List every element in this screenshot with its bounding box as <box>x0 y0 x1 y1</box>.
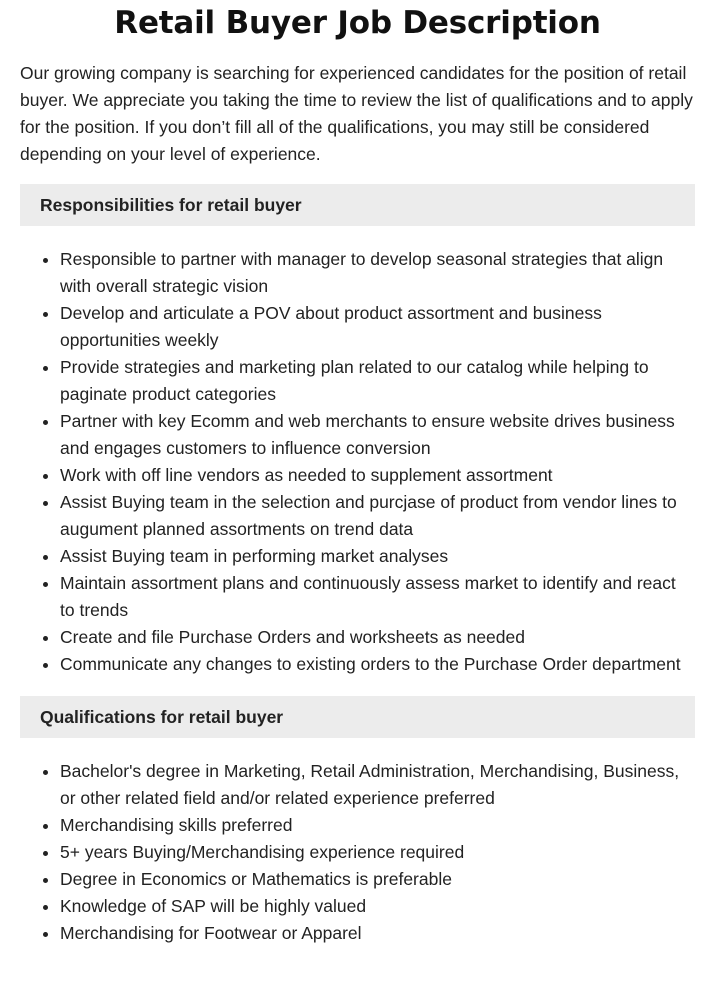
responsibility-item: Assist Buying team in performing market analyses <box>60 543 695 570</box>
responsibility-item: Maintain assortment plans and continuously assess market to identify and react to trends <box>60 570 695 624</box>
responsibilities-heading: Responsibilities for retail buyer <box>20 184 695 226</box>
responsibility-item: Communicate any changes to existing orders to the Purchase Order department <box>60 651 695 678</box>
responsibility-item: Assist Buying team in the selection and purcjase of product from vendor lines to augument planned assortments on trend data <box>60 489 695 543</box>
qualifications-list <box>20 758 695 947</box>
qualification-item: 5+ years Buying/Merchandising experience required <box>60 839 695 866</box>
qualifications-heading: Qualifications for retail buyer <box>20 696 695 738</box>
responsibility-item: Work with off line vendors as needed to supplement assortment <box>60 462 695 489</box>
qualification-item: Merchandising for Footwear or Apparel <box>60 920 695 947</box>
responsibility-item: Develop and articulate a POV about product assortment and business opportunities weekly <box>60 300 695 354</box>
intro-paragraph: Our growing company is searching for experienced candidates for the position of retail buyer. We appreciate you taking the time to review the list of qualifications and to apply for the position. If you don’t fill all of the qualifications, you may still be considered depending on your level of experience. <box>20 63 693 164</box>
qualification-item: Merchandising skills preferred <box>60 812 695 839</box>
qualification-item: Knowledge of SAP will be highly valued <box>60 893 695 920</box>
qualification-item: Bachelor's degree in Marketing, Retail Administration, Merchandising, Business, or other related field and/or related experience preferred <box>60 758 695 812</box>
responsibility-item: Create and file Purchase Orders and worksheets as needed <box>60 624 695 651</box>
responsibility-item: Responsible to partner with manager to develop seasonal strategies that align with overall strategic vision <box>60 246 695 300</box>
responsibility-item: Provide strategies and marketing plan related to our catalog while helping to paginate product categories <box>60 354 695 408</box>
responsibilities-list <box>20 246 695 678</box>
qualification-item: Degree in Economics or Mathematics is preferable <box>60 866 695 893</box>
responsibility-item: Partner with key Ecomm and web merchants to ensure website drives business and engages customers to influence conversion <box>60 408 695 462</box>
page-title: Retail Buyer Job Description <box>114 5 601 41</box>
